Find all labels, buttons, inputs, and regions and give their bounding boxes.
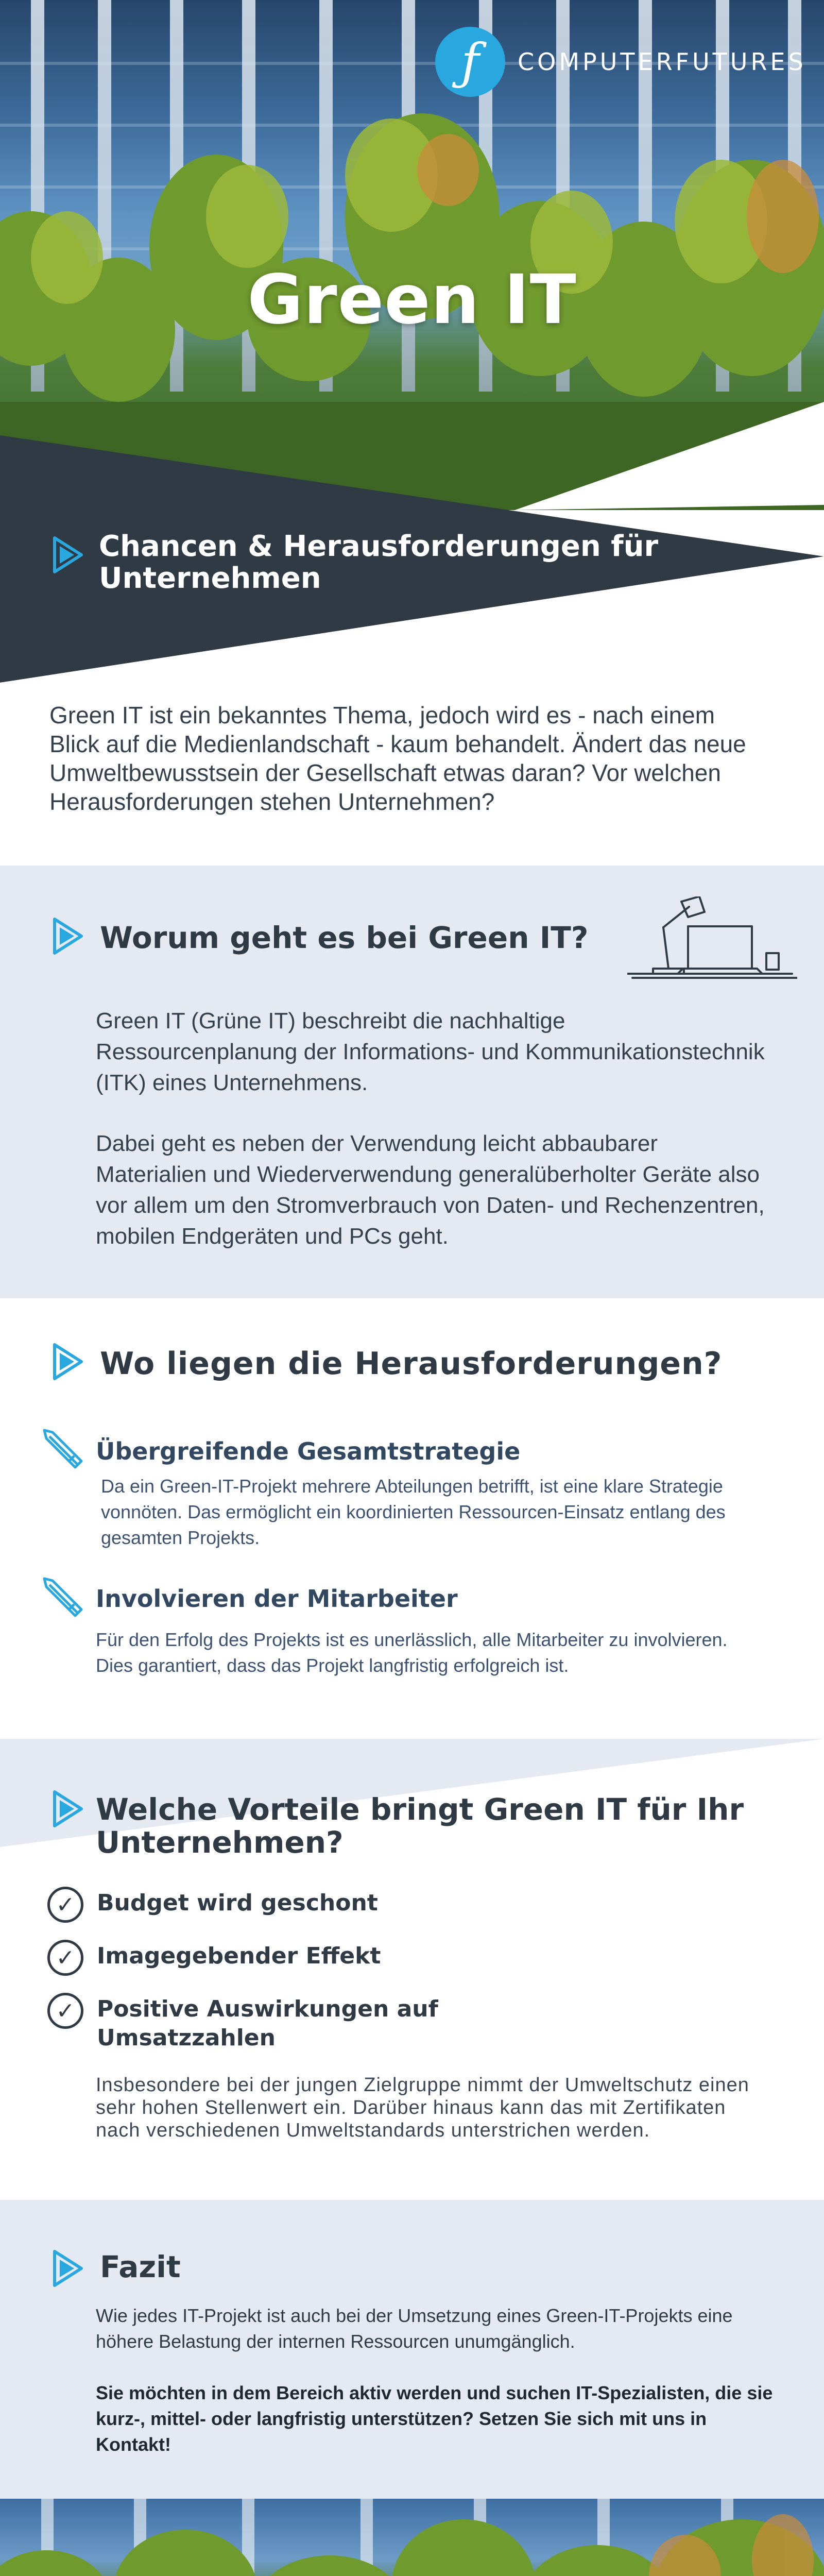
- pencil-icon: [41, 1575, 84, 1619]
- footer-image: [0, 2499, 824, 2576]
- banner-title: Chancen & Herausforderungen für Unternehmen: [99, 530, 659, 595]
- hero-title: Green IT: [247, 260, 577, 340]
- conclusion-paragraph: Wie jedes IT-Projekt ist auch bei der Umsetzung eines Green-IT-Projekts eine höhere Belastung der internen Ressourcen unumgänglich.: [96, 2305, 733, 2352]
- play-arrow-icon: [52, 1790, 83, 1828]
- section-conclusion-title: Fazit: [100, 2249, 181, 2284]
- desk-lamp-laptop-icon: [627, 896, 797, 984]
- section-benefits-text: Insbesondere bei der jungen Zielgruppe nimmt der Umweltschutz einen sehr hohen Stellenwert ein. Darüber hinaus kann das mit Zertifikaten nach verschiedenen Umweltstandards unterstrichen werden.: [96, 2074, 749, 2141]
- checkmark-icon: ✓: [47, 1887, 83, 1923]
- section-benefits-title: Welche Vorteile bringt Green IT für Ihr Unternehmen?: [96, 1792, 744, 1860]
- checkmark-icon: ✓: [47, 1940, 83, 1976]
- section-what-title: Worum geht es bei Green IT?: [100, 920, 589, 955]
- benefit-item: [47, 1940, 560, 1976]
- section-what-paragraph-2: Dabei geht es neben der Verwendung leicht abbaubarer Materialien und Wiederverwendung generalüberholter Geräte also vor allem um den Stromverbrauch von Daten- und Rechenzentren, mobilen Endgeräten und PCs geht.: [96, 1131, 765, 1249]
- benefit-item: [47, 1993, 560, 2053]
- checkmark-icon: ✓: [47, 1993, 83, 2029]
- benefit-label: Budget wird geschont: [97, 1890, 378, 1916]
- benefit-label: Positive Auswirkungen auf Umsatzzahlen: [97, 1996, 438, 2051]
- challenge-text: Da ein Green-IT-Projekt mehrere Abteilungen betrifft, ist eine klare Strategie vonnöten. Das ermöglicht ein koordinierten Ressourcen-Einsatz entlang des gesamten Projekts.: [101, 1476, 726, 1548]
- benefit-item: [47, 1887, 560, 1923]
- footer-trees-illustration: [0, 2499, 824, 2576]
- logo-icon: ƒ: [435, 27, 505, 97]
- pencil-icon: [41, 1427, 84, 1470]
- benefit-label: Imagegebender Effekt: [97, 1943, 381, 1969]
- play-arrow-icon: [52, 2249, 83, 2287]
- challenge-text: Für den Erfolg des Projekts ist es unerlässlich, alle Mitarbeiter zu involvieren. Dies garantiert, dass das Projekt langfristig erfolgreich ist.: [96, 1629, 728, 1676]
- play-arrow-icon: [52, 1343, 83, 1381]
- contact-call-to-action: Sie möchten in dem Bereich aktiv werden und suchen IT-Spezialisten, die sie kurz-, mittel- oder langfristig unterstützen? Setzen Sie sich mit uns in Kontakt!: [96, 2382, 773, 2455]
- section-what-paragraph-1: Green IT (Grüne IT) beschreibt die nachhaltige Ressourcenplanung der Informations- und Kommunikationstechnik (ITK) eines Unternehmens.: [96, 1008, 765, 1095]
- intro-text: Green IT ist ein bekanntes Thema, jedoch wird es - nach einem Blick auf die Medienlandschaft - kaum behandelt. Ändert das neue Umweltbewusstsein der Gesellschaft etwas daran? Vor welchen Herausforderungen stehen Unternehmen?: [49, 702, 746, 815]
- challenge-heading: Übergreifende Gesamtstrategie: [96, 1437, 521, 1465]
- brand-logo[interactable]: [435, 27, 806, 97]
- section-challenges-title: Wo liegen die Herausforderungen?: [100, 1346, 723, 1382]
- logo-wordmark: COMPUTERFUTURES: [518, 48, 806, 76]
- play-arrow-icon: [52, 536, 83, 574]
- challenge-heading: Involvieren der Mitarbeiter: [96, 1585, 458, 1613]
- play-arrow-icon: [52, 917, 83, 955]
